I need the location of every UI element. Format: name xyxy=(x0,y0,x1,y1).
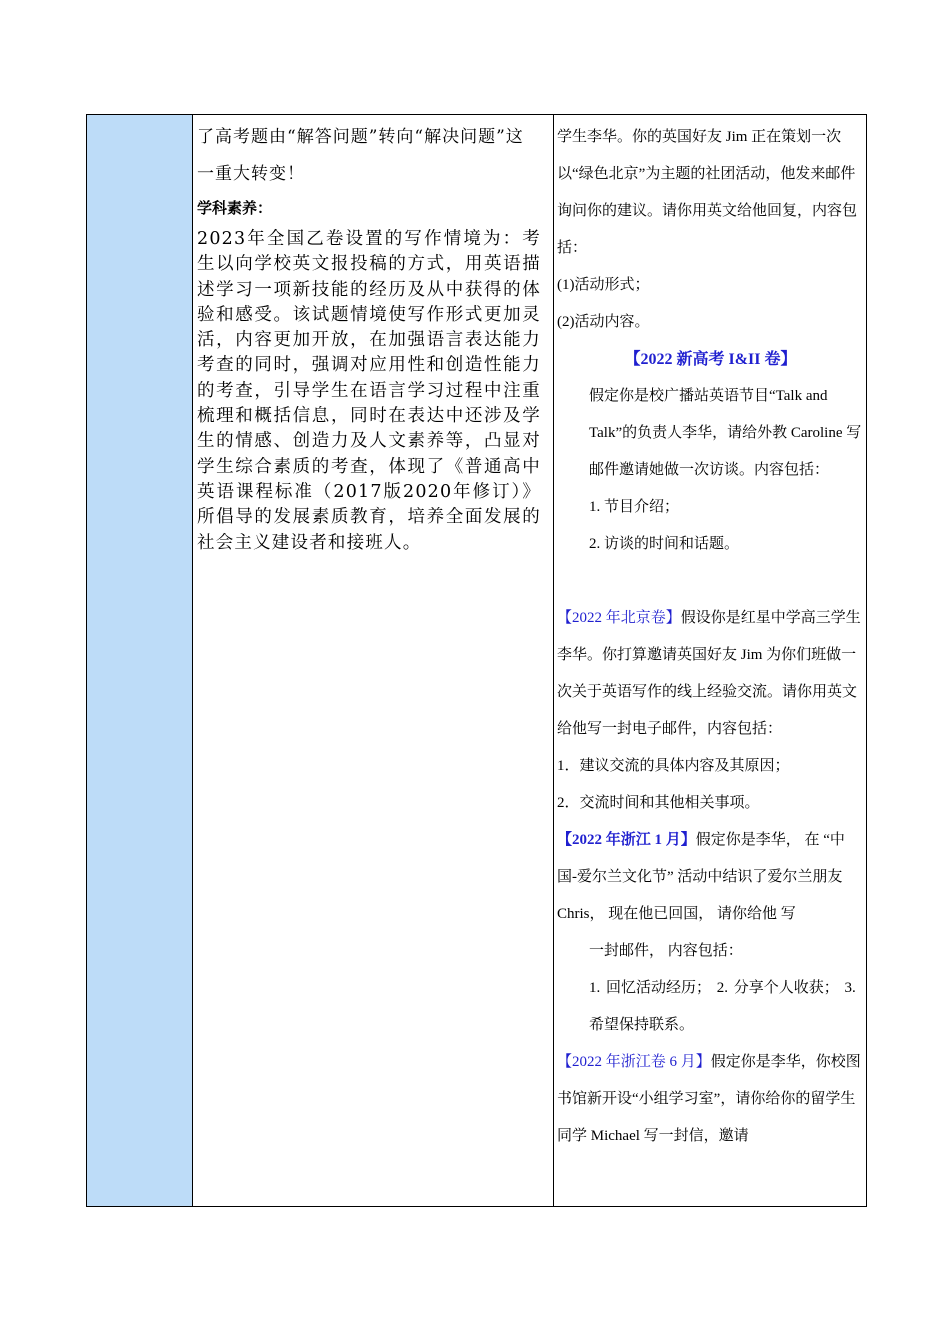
beijing-2022-paragraph xyxy=(557,600,864,748)
beijing-2022-item-1: 1．建议交流的具体内容及其原因； xyxy=(557,758,790,774)
zhejiang-jan-2022-items: 1. 回忆活动经历； 2. 分享个人收获； 3. 希望保持联系。 xyxy=(589,980,856,1033)
subject-literacy-heading: 学科素养： xyxy=(197,199,273,217)
national-2022-title: 【2022 新高考 I&II 卷】 xyxy=(624,351,797,368)
zhejiang-jun-2022-tag: 【2022 年浙江卷 6 月】 xyxy=(557,1054,711,1070)
beijing-2022-text: 假设你是红星中学高三学生李华。你打算邀请英国好友 Jim 为你们班做一次关于英语写作的线上经验交流。请你用英文给他写一封电子邮件，内容包括： xyxy=(557,610,861,737)
intro-item-2: (2)活动内容。 xyxy=(557,314,650,330)
spacer xyxy=(557,563,864,600)
national-2022-text: 假定你是校广播站英语节目“Talk and Talk”的负责人李华，请给外教 Caroline 写邮件邀请她做一次访谈。内容包括： xyxy=(589,388,862,478)
intro-item-1: (1)活动形式； xyxy=(557,277,650,293)
subject-literacy-body: 2023年全国乙卷设置的写作情境为：考生以向学校英文报投稿的方式，用英语描述学习一项新技能的经历及从中获得的体验和感受。该试题情境使写作形式更加灵活，内容更加开放，在加强语言表达能力考查的同时，强调对应用性和创造性能力的考查，引导学生在语言学习过程中注重梳理和概括信息，同时在表达中还涉及学生的情感、创造力及人文素养等，凸显对学生综合素质的考查，体现了《普通高中英语课程标准（2017版2020年修订）》所倡导的发展素质教育，培养全面发展的社会主义建设者和接班人。 xyxy=(197,229,541,553)
middle-lead-text: 了高考题由“解答问题”转向“解决问题”这一重大转变！ xyxy=(197,127,524,184)
beijing-2022-item-2: 2．交流时间和其他相关事项。 xyxy=(557,795,760,811)
zhejiang-jun-2022-text: 假定你是李华，你校图书馆新开设“小组学习室”，请你给你的留学生同学 Michael 写一封信，邀请 xyxy=(557,1054,861,1144)
table-middle-column xyxy=(193,115,554,1206)
zhejiang-jan-2022-text-2: 一封邮件， 内容包括： xyxy=(589,943,743,959)
zhejiang-jun-2022-paragraph xyxy=(557,1044,864,1155)
intro-text: 学生李华。你的英国好友 Jim 正在策划一次以“绿色北京”为主题的社团活动，他发来邮件询问你的建议。请你用英文给他回复，内容包括： xyxy=(557,129,858,256)
zhejiang-jan-2022-text: 假定你是李华， 在 “中国-爱尔兰文化节” 活动中结识了爱尔兰朋友 Chris， 现在他已回国， 请你给他 写 xyxy=(557,832,845,922)
zhejiang-jan-2022-tag: 【2022 年浙江 1 月】 xyxy=(557,832,696,848)
table-right-column xyxy=(554,115,866,1206)
beijing-2022-tag: 【2022 年北京卷】 xyxy=(557,610,681,626)
content-table xyxy=(86,114,867,1207)
national-2022-item-1: 1. 节目介绍； xyxy=(589,499,680,515)
table-left-column xyxy=(87,115,193,1206)
national-2022-item-2: 2. 访谈的时间和话题。 xyxy=(589,536,740,552)
zhejiang-jan-2022-paragraph xyxy=(557,822,864,933)
